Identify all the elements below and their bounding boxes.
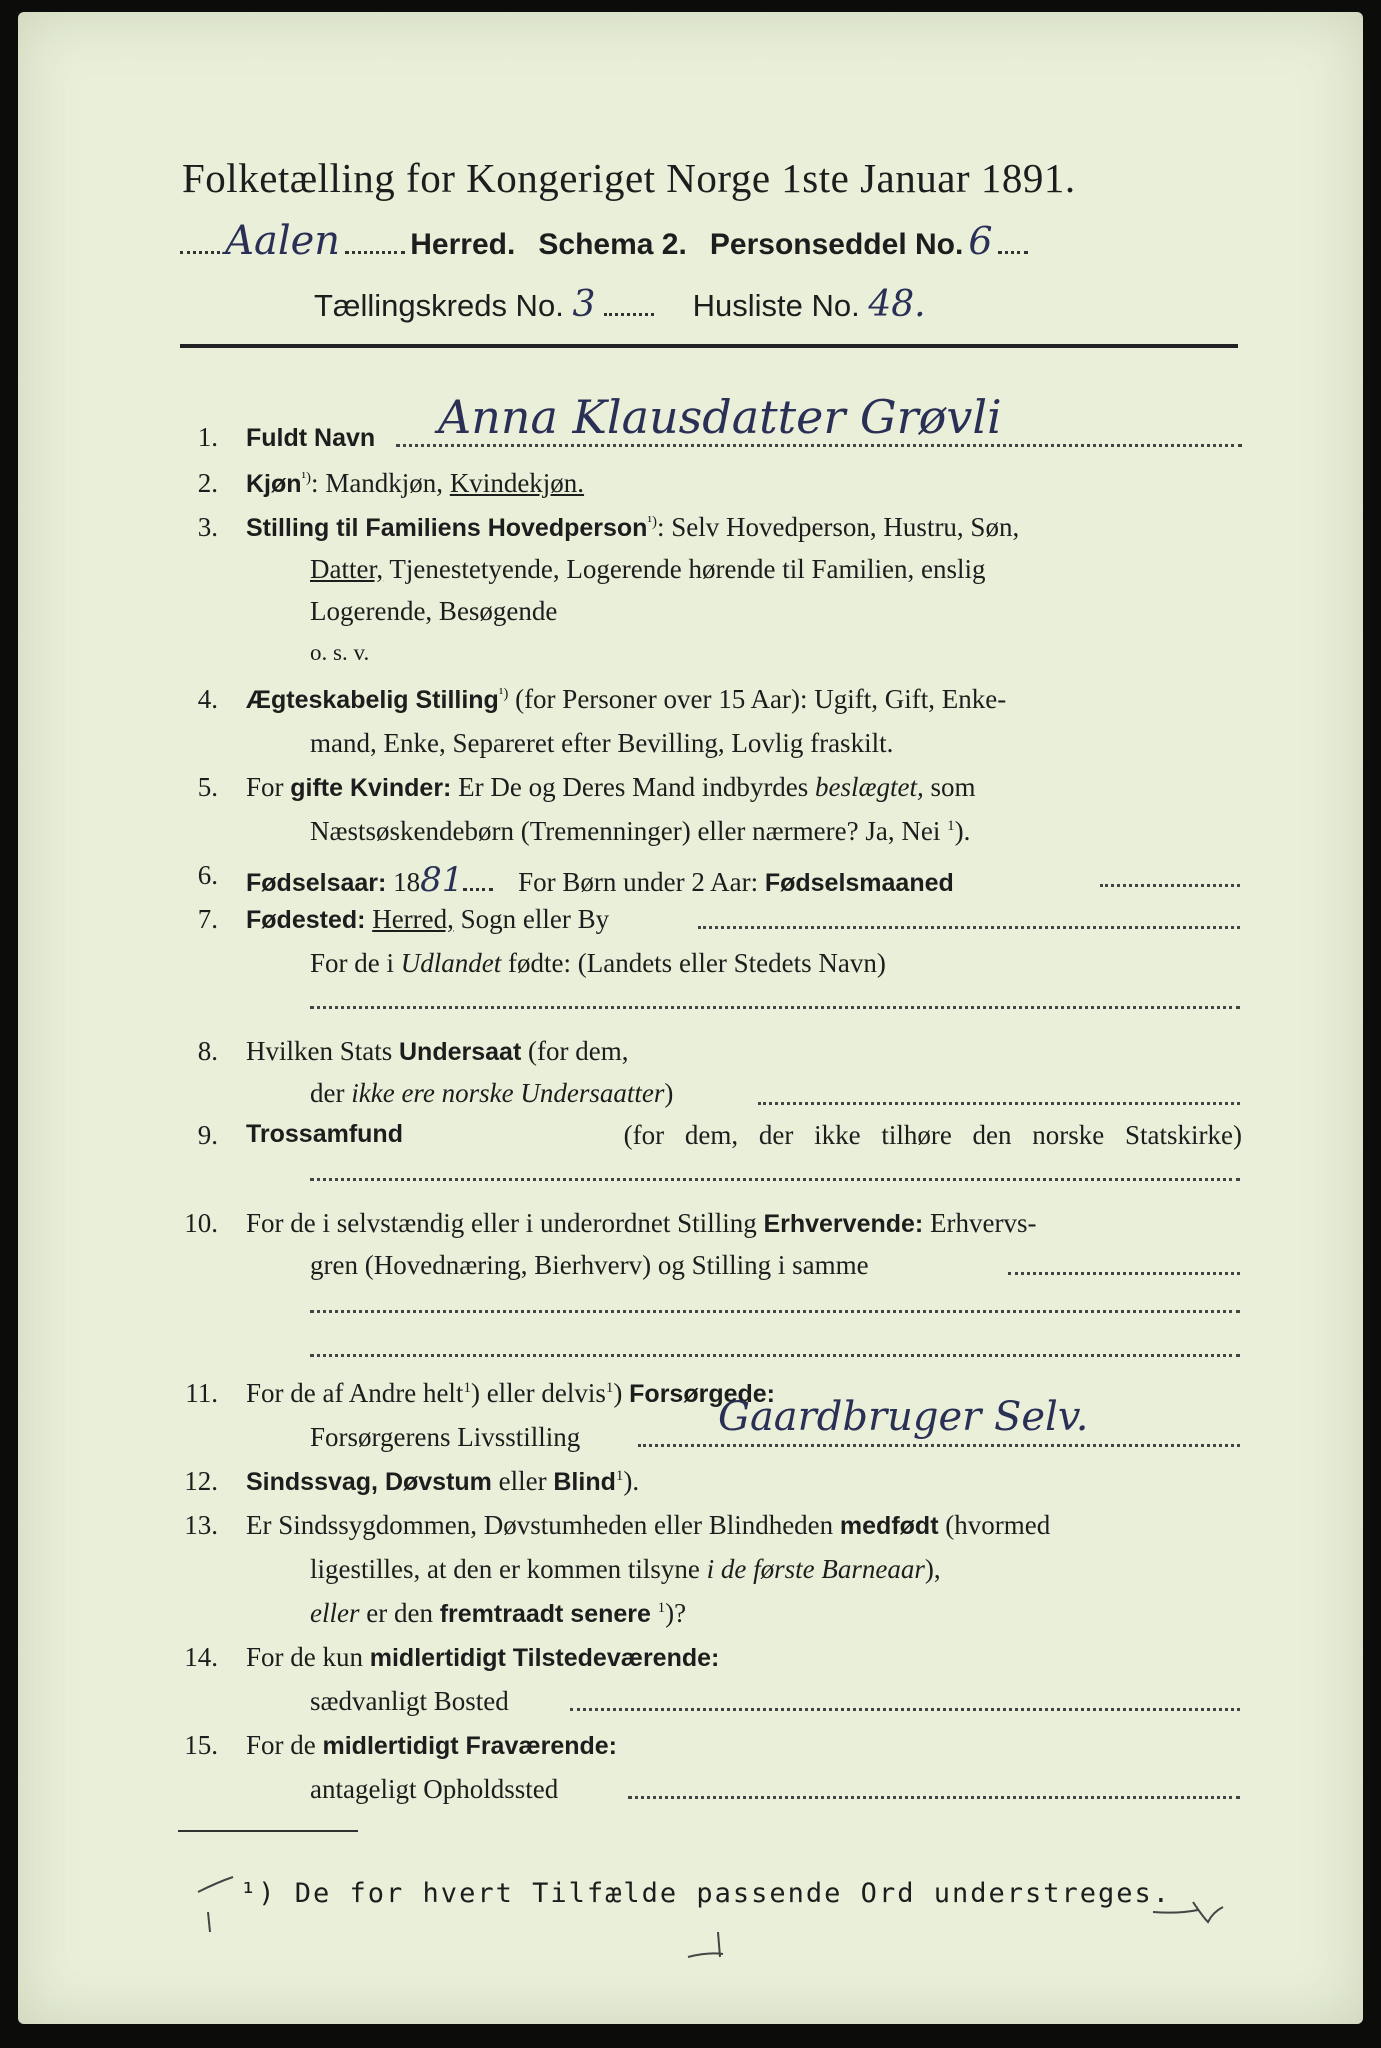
q4-label: Ægteskabelig Stilling — [246, 686, 499, 714]
herred-value: Aalen — [225, 218, 341, 264]
q7-dotted-line-2 — [310, 1006, 1240, 1009]
q5-number: 5. — [197, 772, 218, 802]
q9-row: Trossamfund (for dem, der ikke tilhøre den norske Statskirke) — [246, 1120, 1242, 1150]
q2-row: Kjøn$^{^1)}$: Mandkjøn, Kvindekjøn. — [246, 468, 585, 498]
footnote: ¹) De for hvert Tilfælde passende Ord understreges. — [240, 1878, 1172, 1909]
q13-label-2: fremtraadt senere — [439, 1600, 651, 1628]
kreds-value: 3 — [572, 284, 596, 325]
personseddel-value: 6 — [968, 219, 993, 263]
pencil-mark-left — [188, 1872, 248, 1942]
q1-label: Fuldt Navn — [246, 424, 376, 452]
q3-row: Stilling til Familiens Hovedperson$^{^1)}$: Selv Hovedperson, Hustru, Søn, — [246, 512, 1020, 542]
q2-number: 2. — [197, 468, 218, 498]
q3-row-4: o. s. v. — [310, 640, 370, 665]
q8-dotted-line — [758, 1102, 1240, 1105]
header-rule — [180, 344, 1238, 348]
q11-number: 11. — [185, 1378, 218, 1408]
q15-row: For de midlertidigt Fraværende: — [246, 1730, 617, 1760]
q1-dotted-line — [396, 444, 1242, 447]
q10-dotted-line-2 — [310, 1310, 1240, 1313]
pencil-mark-center — [678, 1912, 738, 1972]
q13-number: 13. — [184, 1510, 218, 1540]
q8-number: 8. — [197, 1036, 218, 1066]
header-line — [180, 218, 1238, 264]
q13-label: medfødt — [839, 1512, 939, 1540]
q3-number: 3. — [197, 512, 218, 542]
pencil-mark-right — [1148, 1892, 1228, 1932]
q13-row-3: eller er den fremtraadt senere $^1$)? — [310, 1598, 687, 1628]
q3-row-3: Logerende, Besøgende — [310, 596, 558, 626]
kreds-line — [314, 284, 926, 325]
personseddel-label: Personseddel No. — [709, 228, 964, 261]
q10-row-2: gren (Hovednæring, Bierhverv) og Stilling i samme — [310, 1250, 869, 1280]
q12-label-2: Blind — [553, 1468, 616, 1496]
q14-row: For de kun midlertidigt Tilstedeværende: — [246, 1642, 720, 1672]
q10-dotted-line — [1008, 1272, 1240, 1275]
q12-label: Sindssvag, Døvstum — [246, 1468, 492, 1496]
q6-row: Fødselsaar: 1881 For Børn under 2 Aar: Fødselsmaaned — [246, 860, 954, 900]
q9-number: 9. — [197, 1120, 218, 1150]
q10-label: Erhvervende: — [763, 1210, 924, 1238]
q14-number: 14. — [184, 1642, 218, 1672]
q11-handwritten-value: Gaardbruger Selv. — [718, 1394, 1089, 1440]
form-title: Folketælling for Kongeriget Norge 1ste Januar 1891. — [182, 155, 1076, 201]
q7-row-2: For de i Udlandet fødte: (Landets eller Stedets Navn) — [310, 948, 886, 978]
q8-label: Undersaat — [399, 1038, 522, 1066]
q14-dotted-line — [570, 1708, 1240, 1711]
herred-label: Herred. — [410, 228, 516, 261]
q13-row: Er Sindssygdommen, Døvstumheden eller Blindheden medfødt (hvormed — [246, 1510, 1051, 1540]
q4-number: 4. — [197, 684, 218, 714]
q7-selected-herred: Herred, — [372, 904, 454, 934]
census-form — [18, 12, 1363, 2024]
q1-handwritten-name: Anna Klausdatter Grøvli — [438, 390, 1002, 444]
q7-label: Fødested: — [246, 906, 366, 934]
q15-label: midlertidigt Fraværende: — [322, 1732, 617, 1760]
q11-dotted-line — [638, 1444, 1240, 1447]
q4-row: Ægteskabelig Stilling$^{^1)}$ (for Personer over 15 Aar): Ugift, Gift, Enke- — [246, 684, 1007, 714]
q3-row-2: Datter, Tjenestetyende, Logerende hørende til Familien, enslig — [310, 554, 986, 584]
q6-dotted-line — [1100, 884, 1240, 887]
footnote-rule — [178, 1830, 358, 1832]
q5-row-2: Næstsøskendebørn (Tremenninger) eller nærmere? Ja, Nei $^1$). — [310, 816, 971, 846]
q5-row: For gifte Kvinder: Er De og Deres Mand indbyrdes beslægtet, som — [246, 772, 976, 802]
q10-number: 10. — [184, 1208, 218, 1238]
q2-label: Kjøn — [246, 470, 302, 498]
q9-dotted-line — [310, 1178, 1240, 1181]
q6-number: 6. — [197, 860, 218, 890]
q7-dotted-line — [698, 926, 1240, 929]
q14-label: midlertidigt Tilstedeværende: — [369, 1644, 720, 1672]
q6-label: Fødselsaar: — [246, 869, 387, 897]
q12-row: Sindssvag, Døvstum eller Blind$^1$). — [246, 1466, 640, 1496]
q5-label: gifte Kvinder: — [290, 774, 452, 802]
q11-label: Forsørgede: — [629, 1380, 776, 1408]
q3-label: Stilling til Familiens Hovedperson — [246, 514, 648, 542]
q15-number: 15. — [184, 1730, 218, 1760]
q11-row: For de af Andre helt$^1$) eller delvis$^1$) Forsørgede: — [246, 1378, 776, 1408]
q1-number: 1. — [197, 422, 218, 452]
q12-number: 12. — [184, 1466, 218, 1496]
q7-row: Fødested: Herred, Sogn eller By — [246, 904, 610, 934]
husliste-value: 48. — [868, 284, 926, 325]
q7-number: 7. — [197, 904, 218, 934]
q4-row-2: mand, Enke, Separeret efter Bevilling, Lovlig fraskilt. — [310, 728, 894, 758]
q15-row-2: antageligt Opholdssted — [310, 1774, 559, 1804]
q9-label: Trossamfund — [246, 1120, 403, 1148]
q14-row-2: sædvanligt Bosted — [310, 1686, 509, 1716]
q6-handwritten-year: 81 — [420, 860, 464, 900]
q10-row: For de i selvstændig eller i underordnet Stilling Erhvervende: Erhvervs- — [246, 1208, 1037, 1238]
q8-row-2: der ikke ere norske Undersaatter) — [310, 1078, 674, 1108]
q1-row — [246, 422, 375, 453]
q8-row: Hvilken Stats Undersaat (for dem, — [246, 1036, 629, 1066]
q15-dotted-line — [628, 1796, 1240, 1799]
q11-row-2: Forsørgerens Livsstilling — [310, 1422, 581, 1452]
q3-selected-datter: Datter, — [310, 554, 384, 584]
schema-label: Schema 2. — [538, 228, 687, 261]
q13-row-2: ligestilles, at den er kommen tilsyne i de første Barneaar), — [310, 1554, 941, 1584]
q6-label-2: Fødselsmaaned — [764, 869, 954, 897]
q2-selected-kvindekjon: Kvindekjøn. — [449, 468, 585, 498]
kreds-label: Tællingskreds No. — [314, 288, 564, 323]
q10-dotted-line-3 — [310, 1354, 1240, 1357]
husliste-label: Husliste No. — [692, 288, 860, 323]
